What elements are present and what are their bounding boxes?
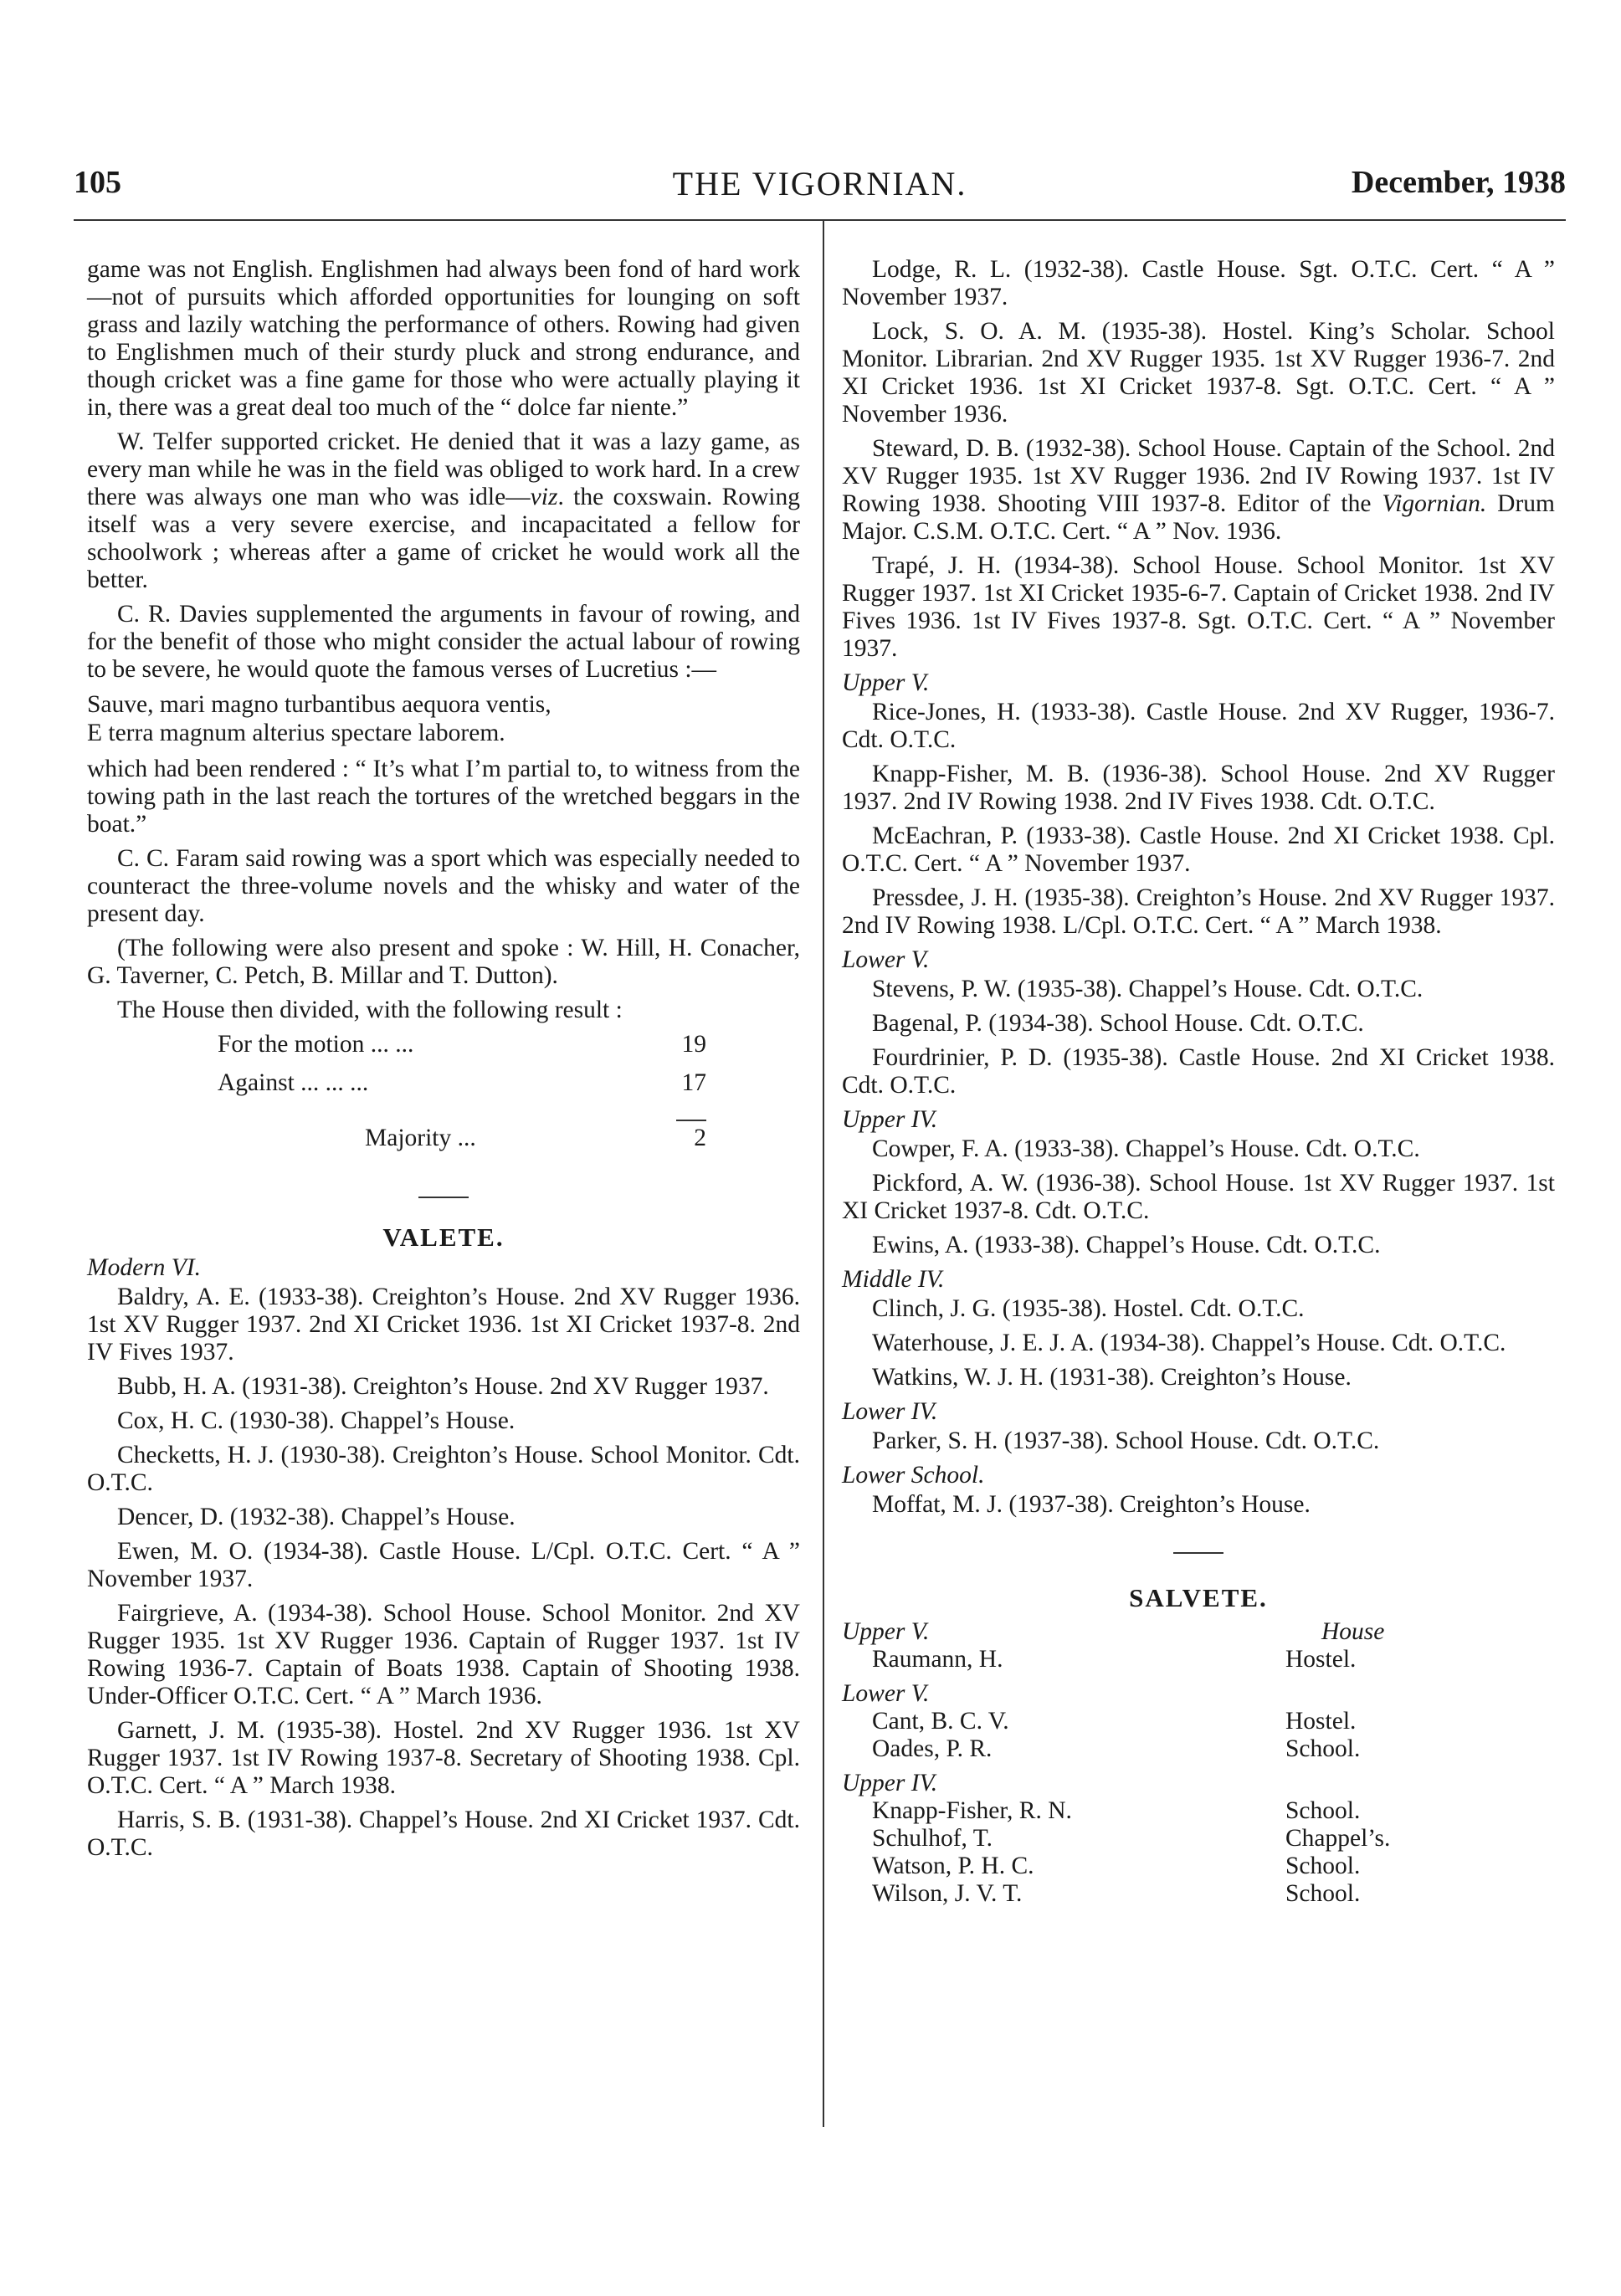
pupil-house: School. [1285, 1735, 1361, 1762]
form-label: Modern VI. [87, 1254, 201, 1281]
right-column [842, 256, 1555, 1908]
verse-quote [87, 690, 800, 747]
salvete-row [842, 1880, 1555, 1908]
verse-line: Sauve, mari magno turbantibus aequora ventis, [87, 691, 551, 718]
valete-entry: Parker, S. H. (1937-38). School House. Cdt. O.T.C. [872, 1427, 1380, 1454]
vote-value: 19 [681, 1031, 706, 1058]
form-name: Lower V. [842, 1680, 930, 1707]
form-name: Upper V. [842, 1618, 930, 1645]
valete-list-right [842, 669, 1555, 1519]
pupil-house: Chappel’s. [1285, 1825, 1391, 1852]
valete-entry: Moffat, M. J. (1937-38). Creighton’s House. [872, 1491, 1311, 1518]
house-column-label: House [1321, 1618, 1385, 1645]
pupil-name: Wilson, J. V. T. [872, 1880, 1023, 1907]
vote-label: Against ... ... ... [218, 1069, 369, 1096]
salvete-row [842, 1735, 1555, 1763]
valete-entry: Watkins, W. J. H. (1931-38). Creighton’s House. [872, 1364, 1352, 1391]
form-label: Upper IV. [842, 1106, 938, 1133]
debate-paragraph [87, 428, 800, 594]
form-label: Lower IV. [842, 1398, 938, 1425]
vote-label: For the motion ... ... [218, 1031, 414, 1058]
debate-text: W. Telfer supported cricket. He denied that it was a lazy game, as every man while he was in the field was obliged to work hard. In a crew there was always one man who was idle— [87, 428, 800, 510]
valete-list-left [87, 1254, 800, 1862]
section-separator [1173, 1552, 1223, 1554]
debate-text-italic: viz [530, 484, 558, 510]
valete-heading: VALETE. [382, 1222, 505, 1252]
valete-entry: Lodge, R. L. (1932-38). Castle House. Sgt. O.T.C. Cert. “ A ” November 1937. [842, 256, 1555, 310]
entry-text: Steward, D. B. (1932-38). School House. Captain of the School. 2nd XV Rugger 1935. 1st XV Rugger 1936. 2nd IV Rowing 1937. 1st IV Rowing 1938. Shooting VIII 1937-8. Editor of the [842, 435, 1555, 517]
pupil-name: Watson, P. H. C. [872, 1853, 1034, 1879]
section-separator [418, 1197, 469, 1198]
valete-list-continued [842, 256, 1555, 428]
valete-entry: Garnett, J. M. (1935-38). Hostel. 2nd XV Rugger 1936. 1st XV Rugger 1937. 1st IV Rowing 1937-8. Secretary of Shooting 1938. Cpl. O.T.C. Cert. “ A ” March 1938. [87, 1717, 800, 1799]
verse-line: E terra magnum alterius spectare laborem. [87, 720, 505, 746]
valete-entry: Fairgrieve, A. (1934-38). School House. School Monitor. 2nd XV Rugger 1935. 1st XV Rugger 1936. Captain of Rugger 1937. 1st IV Rowing 1936-7. Captain of Boats 1938. Captain of Shooting 1938. Under-Officer O.T.C. Cert. “ A ” March 1936. [87, 1600, 800, 1709]
issue-date: December, 1938 [1351, 165, 1566, 200]
salvete-row [842, 1646, 1555, 1673]
valete-entry: Baldry, A. E. (1933-38). Creighton’s House. 2nd XV Rugger 1936. 1st XV Rugger 1937. 2nd XI Cricket 1936. 1st XI Cricket 1937-8. 2nd IV Fives 1937. [87, 1284, 800, 1366]
form-label: Lower V. [842, 946, 930, 973]
valete-entry: Fourdrinier, P. D. (1935-38). Castle House. 2nd XI Cricket 1938. Cdt. O.T.C. [842, 1044, 1555, 1099]
vote-value: 2 [694, 1125, 706, 1151]
pupil-name: Raumann, H. [872, 1646, 1003, 1673]
valete-entry: Trapé, J. H. (1934-38). School House. School Monitor. 1st XV Rugger 1937. 1st XI Cricket 1935-6-7. Captain of Cricket 1938. 2nd IV Fives 1936. 1st IV Fives 1937-8. Sgt. O.T.C. Cert. “ A ” November 1937. [842, 552, 1555, 662]
form-label [842, 1680, 1555, 1708]
valete-entry: Harris, S. B. (1931-38). Chappel’s House. 2nd XI Cricket 1937. Cdt. O.T.C. [87, 1807, 800, 1861]
vote-row-majority [87, 1125, 800, 1163]
form-name: Upper IV. [842, 1770, 938, 1796]
header-rule [74, 219, 1566, 221]
pupil-name: Schulhof, T. [872, 1825, 993, 1852]
form-label: Middle IV. [842, 1266, 945, 1293]
page-number: 105 [74, 165, 121, 200]
valete-entry: Bagenal, P. (1934-38). School House. Cdt. O.T.C. [872, 1010, 1364, 1037]
valete-entry: Pickford, A. W. (1936-38). School House. 1st XV Rugger 1937. 1st XI Cricket 1937-8. Cdt. O.T.C. [842, 1170, 1555, 1224]
salvete-row [842, 1853, 1555, 1880]
valete-entry [842, 435, 1555, 546]
valete-entry: Rice-Jones, H. (1933-38). Castle House. 2nd XV Rugger, 1936-7. Cdt. O.T.C. [842, 699, 1555, 753]
valete-entry: Cowper, F. A. (1933-38). Chappel’s House. Cdt. O.T.C. [872, 1135, 1420, 1162]
debate-paragraph: C. C. Faram said rowing was a sport which was especially needed to counteract the three-volume novels and the whisky and water of the present day. [87, 845, 800, 927]
sum-rule [676, 1120, 706, 1121]
valete-entry: Ewen, M. O. (1934-38). Castle House. L/Cpl. O.T.C. Cert. “ A ” November 1937. [87, 1538, 800, 1592]
entry-text-italic: Vigornian. [1382, 490, 1487, 517]
journal-title: THE VIGORNIAN. [672, 165, 967, 202]
vote-label: Majority ... [365, 1125, 476, 1151]
pupil-house: School. [1285, 1853, 1361, 1879]
debate-paragraph: which had been rendered : “ It’s what I’m partial to, to witness from the towing path in the last reach the tortures of the wretched beggars in the boat.” [87, 756, 800, 838]
form-label [842, 1770, 1555, 1797]
form-label: Lower School. [842, 1462, 985, 1489]
vote-value: 17 [681, 1069, 706, 1096]
form-label: Upper V. [842, 669, 930, 696]
salvete-row [842, 1825, 1555, 1853]
valete-entry: Bubb, H. A. (1931-38). Creighton’s House. 2nd XV Rugger 1937. [117, 1373, 769, 1400]
debate-paragraph: game was not English. Englishmen had always been fond of hard work—not of pursuits which afforded opportunities for lounging on soft grass and lazily watching the performance of others. Rowing had given to Englishmen much of their sturdy pluck and strong endurance, and though cricket was a fine game for those who were actually playing it in, there was a great deal too much of the “ dolce far niente.” [87, 256, 800, 421]
valete-entry: Stevens, P. W. (1935-38). Chappel’s House. Cdt. O.T.C. [872, 976, 1424, 1002]
valete-entry: Clinch, J. G. (1935-38). Hostel. Cdt. O.T.C. [872, 1295, 1305, 1322]
valete-entry: Waterhouse, J. E. J. A. (1934-38). Chappel’s House. Cdt. O.T.C. [872, 1330, 1506, 1356]
form-label [842, 1618, 1555, 1646]
pupil-name: Cant, B. C. V. [872, 1708, 1009, 1735]
salvete-row [842, 1797, 1555, 1825]
valete-entry: Knapp-Fisher, M. B. (1936-38). School House. 2nd XV Rugger 1937. 2nd IV Rowing 1938. 2nd IV Fives 1938. Cdt. O.T.C. [842, 761, 1555, 815]
column-divider [823, 219, 824, 2127]
left-column [87, 256, 800, 1868]
vote-row-against [87, 1069, 800, 1108]
valete-entry: Ewins, A. (1933-38). Chappel’s House. Cdt. O.T.C. [872, 1232, 1381, 1258]
pupil-house: Hostel. [1285, 1646, 1357, 1673]
valete-entry: Cox, H. C. (1930-38). Chappel’s House. [117, 1407, 516, 1434]
pupil-house: School. [1285, 1797, 1361, 1824]
valete-entry: Lock, S. O. A. M. (1935-38). Hostel. King’s Scholar. School Monitor. Librarian. 2nd XV Rugger 1935. 1st XV Rugger 1936-7. 2nd XI Cricket 1936. 1st XI Cricket 1937-8. Sgt. O.T.C. Cert. “ A ” November 1936. [842, 318, 1555, 428]
pupil-name: Knapp-Fisher, R. N. [872, 1797, 1072, 1824]
pupil-house: School. [1285, 1880, 1361, 1907]
vote-row-for [87, 1031, 800, 1069]
valete-entry: Checketts, H. J. (1930-38). Creighton’s House. School Monitor. Cdt. O.T.C. [87, 1442, 800, 1496]
page-header [74, 164, 1566, 214]
entry-text: Drum Major. C.S.M. O.T.C. Cert. “ A ” Nov. 1936. [842, 490, 1555, 545]
vote-result [87, 1031, 800, 1163]
valete-entry: Dencer, D. (1932-38). Chappel’s House. [117, 1504, 516, 1530]
debate-text: . the coxswain. Rowing itself was a very severe exercise, and incapacitated a fellow for schoolwork ; whereas after a game of cricket he would work all the better. [87, 484, 800, 593]
valete-entry: Pressdee, J. H. (1935-38). Creighton’s House. 2nd XV Rugger 1937. 2nd IV Rowing 1938. L/Cpl. O.T.C. Cert. “ A ” March 1938. [842, 884, 1555, 939]
debate-paragraph: The House then divided, with the following result : [117, 997, 623, 1023]
salvete-heading: SALVETE. [1129, 1583, 1268, 1612]
salvete-row [842, 1708, 1555, 1735]
valete-entry: McEachran, P. (1933-38). Castle House. 2nd XI Cricket 1938. Cpl. O.T.C. Cert. “ A ” November 1937. [842, 823, 1555, 877]
pupil-house: Hostel. [1285, 1708, 1357, 1735]
debate-paragraph: (The following were also present and spoke : W. Hill, H. Conacher, G. Taverner, C. Petch, B. Millar and T. Dutton). [87, 935, 800, 989]
pupil-name: Oades, P. R. [872, 1735, 993, 1762]
salvete-list [842, 1618, 1555, 1908]
debate-paragraph: C. R. Davies supplemented the arguments in favour of rowing, and for the benefit of those who might consider the actual labour of rowing to be severe, he would quote the famous verses of Lucretius :— [87, 601, 800, 683]
